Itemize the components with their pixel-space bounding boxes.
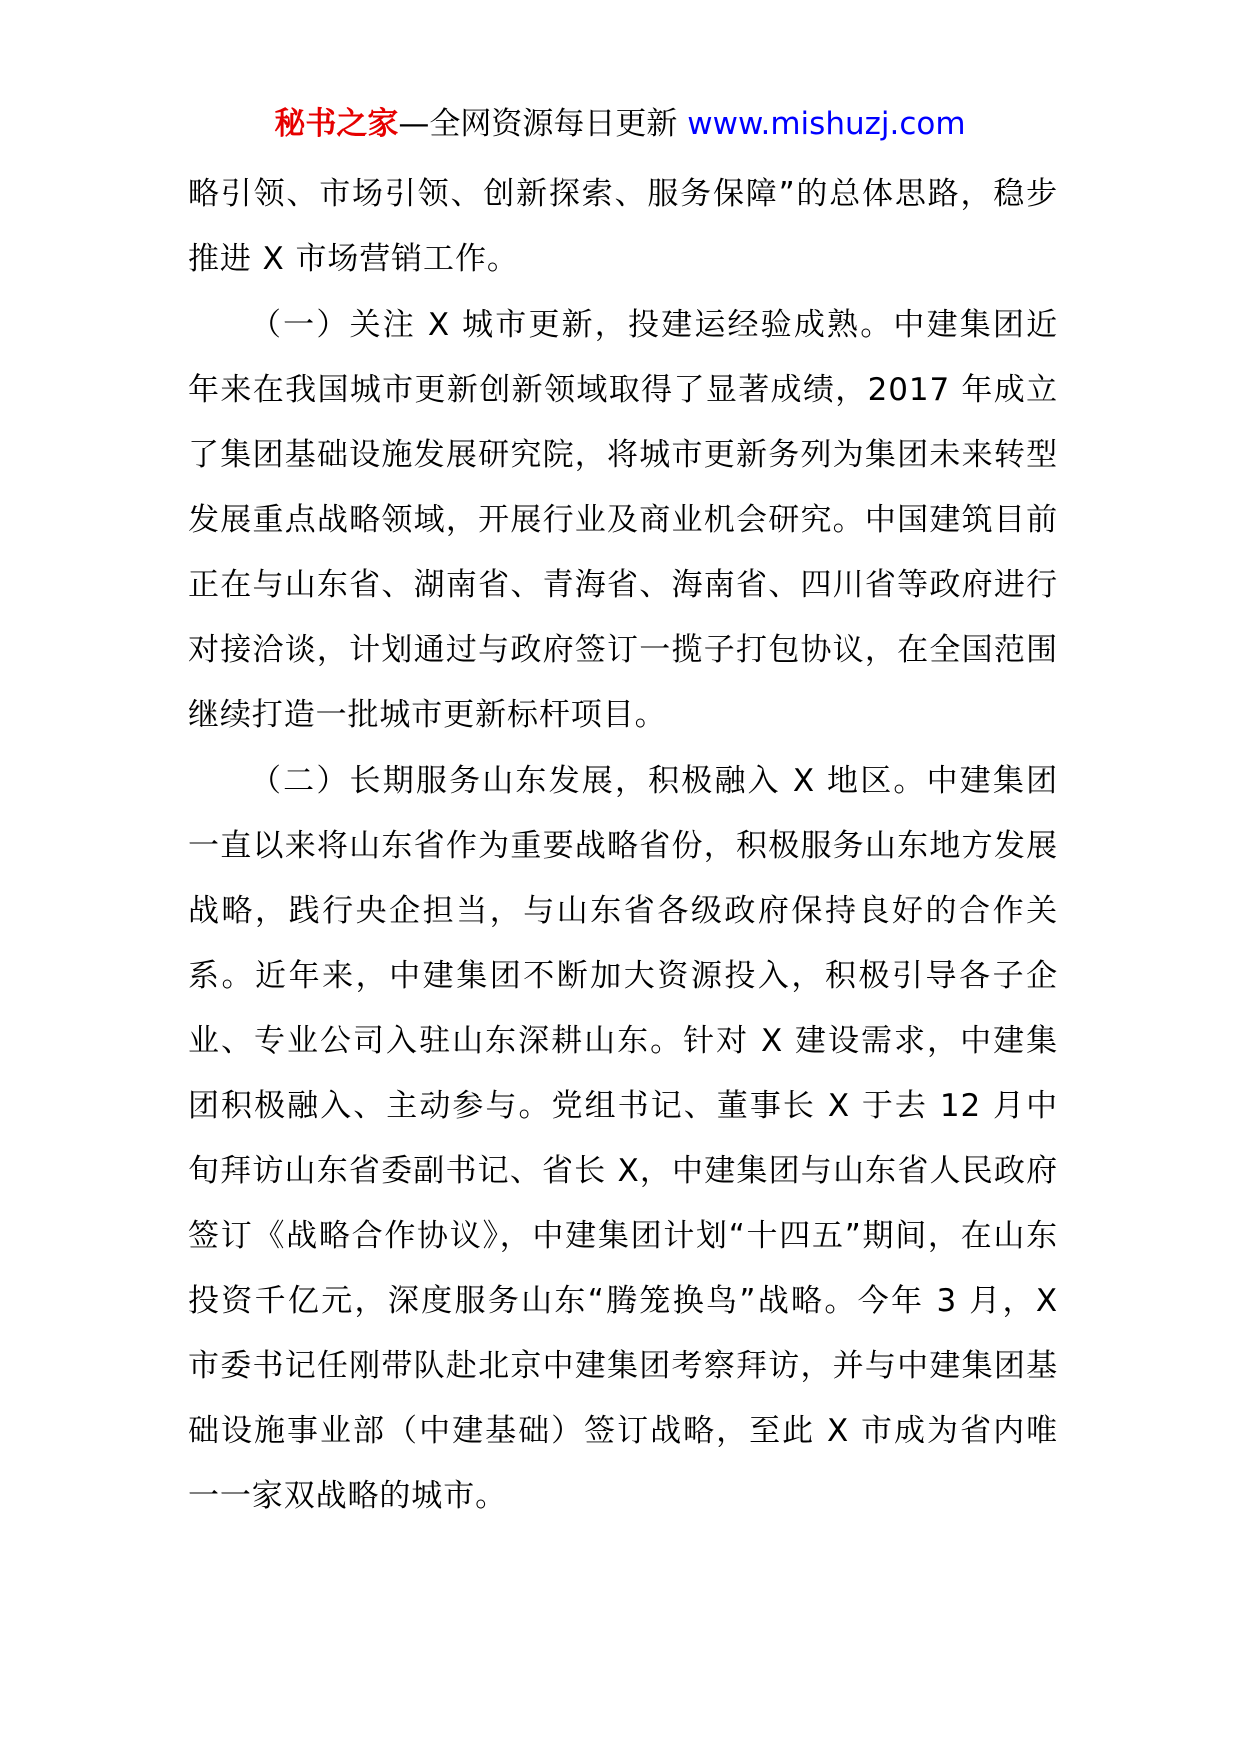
paragraph-section-1: （一）关注 X 城市更新，投建运经验成熟。中建集团近年来在我国城市更新创新领域取得了显著成绩，2017 年成立了集团基础设施发展研究院，将城市更新务列为集团未来转型发展重点战略领域，开展行业及商业机会研究。中国建筑目前正在与山东省、湖南省、青海省、海南省、四川省等政府进行对接洽谈，计划通过与政府签订一揽子打包协议，在全国范围继续打造一批城市更新标杆项目。 [188,307,1058,733]
site-brand: 秘书之家 [274,106,399,142]
site-tagline: —全网资源每日更新 [398,106,688,142]
site-url[interactable]: www.mishuzj.com [687,106,966,142]
watermark-header [0,100,1240,148]
document-body [188,162,1058,1530]
paragraph-continuation: 略引领、市场引领、创新探索、服务保障”的总体思路，稳步推进 X 市场营销工作。 [188,176,1058,277]
paragraph-section-2: （二）长期服务山东发展，积极融入 X 地区。中建集团一直以来将山东省作为重要战略省份，积极服务山东地方发展战略，践行央企担当，与山东省各级政府保持良好的合作关系。近年来，中建集团不断加大资源投入，积极引导各子企业、专业公司入驻山东深耕山东。针对 X 建设需求，中建集团积极融入、主动参与。党组书记、董事长 X 于去 12 月中旬拜访山东省委副书记、省长 X，中建集团与山东省人民政府签订《战略合作协议》，中建集团计划“十四五”期间，在山东投资千亿元，深度服务山东“腾笼换鸟”战略。今年 3 月，X 市委书记任刚带队赴北京中建集团考察拜访，并与中建集团基础设施事业部（中建基础）签订战略，至此 X 市成为省内唯一一家双战略的城市。 [188,763,1058,1514]
